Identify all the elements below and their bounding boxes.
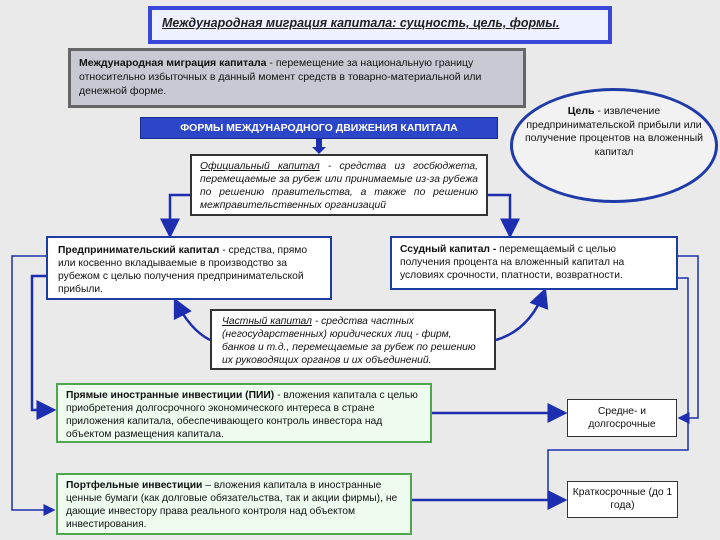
portfolio-box: Портфельные инвестиции – вложения капитала в иностранные ценные бумаги (как долговые обязательства, так и акции фирмы), не дающие инвестору права реального контроля над объектом инвестирования. — [56, 473, 412, 535]
private-to-entrepreneurial-arrow — [175, 300, 210, 340]
forms-header: ФОРМЫ МЕЖДУНАРОДНОГО ДВИЖЕНИЯ КАПИТАЛА — [140, 117, 498, 139]
official-to-entrepreneurial-arrow — [170, 195, 190, 236]
page-title: Международная миграция капитала: сущность, цель, формы. — [148, 6, 612, 44]
definition-box: Международная миграция капитала - перемещение за национальную границу относительно избыточных в данный момент средств в товарно-материальной или денежной форме. — [68, 48, 526, 108]
official-to-loan-arrow — [488, 195, 510, 236]
private-capital-box: Частный капитал - средства частных (негосударственных) юридических лиц - фирм, банков и т.д., перемещаемые за рубеж по решению их руководящих органов и их объединений. — [210, 309, 496, 370]
loan-capital-box: Ссудный капитал - перемещаемый с целью получения процента на вложенный капитал на условиях срочности, платности, возвратности. — [390, 236, 678, 290]
medium-long-term-box: Средне- и долгосрочные — [567, 399, 677, 437]
fdi-box: Прямые иностранные инвестиции (ПИИ) - вложения капитала с целью приобретения долгосрочного экономического интереса в стране приложения капитала, обеспечивающего контроль инвестора над объектом размещения капитала. — [56, 383, 432, 443]
entrepreneurial-capital-box: Предпринимательский капитал - средства, прямо или косвенно вкладываемые в производство за рубежом с целью получения предпринимательской прибыли. — [46, 236, 332, 300]
private-to-loan-arrow — [496, 290, 545, 340]
official-capital-box: Официальный капитал - средства из госбюджета, перемещаемые за рубеж или принимаемые из-за рубежа по решению правительства, а также по решению межправительственных организаций — [190, 154, 488, 216]
loan-to-short-line — [548, 278, 688, 500]
short-term-box: Краткосрочные (до 1 года) — [567, 481, 678, 518]
goal-ellipse: Цель - извлечение предпринимательской прибыли или получение процентов на вложенный капитал — [510, 88, 718, 203]
